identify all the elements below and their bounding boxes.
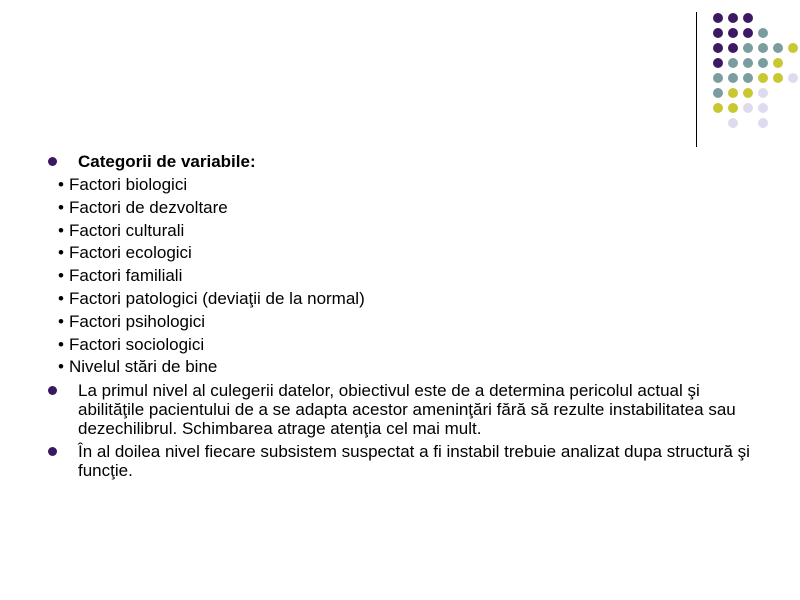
- list-marker: •: [58, 357, 64, 377]
- decorative-dot: [743, 13, 753, 23]
- list-item-text: Factori culturali: [69, 220, 185, 240]
- decorative-dot: [773, 58, 783, 68]
- decorative-dot: [773, 73, 783, 83]
- list-marker: •: [58, 220, 64, 240]
- list-marker: •: [58, 334, 64, 354]
- decorative-dot: [713, 28, 723, 38]
- bullet-first-level: [44, 381, 764, 438]
- decorative-dot: [758, 58, 768, 68]
- decorative-dot: [743, 88, 753, 98]
- list-item-text: Factori familiali: [69, 266, 183, 286]
- decorative-dot: [743, 28, 753, 38]
- decorative-dot: [728, 118, 738, 128]
- decorative-dot: [743, 103, 753, 113]
- bullet-dot-icon: [48, 447, 57, 456]
- decorative-dot: [788, 43, 798, 53]
- decorative-dot: [728, 13, 738, 23]
- decorative-dot: [758, 43, 768, 53]
- decorative-dot: [758, 118, 768, 128]
- decorative-dot: [758, 88, 768, 98]
- decorative-dot: [728, 58, 738, 68]
- decorative-dot: [713, 43, 723, 53]
- categories-heading: Categorii de variabile:: [78, 152, 256, 171]
- bullet-dot-icon: [48, 157, 57, 166]
- list-item-text: Factori ecologici: [69, 243, 192, 263]
- list-item: [44, 242, 764, 265]
- list-item-text: Factori sociologici: [69, 334, 205, 354]
- decorative-dot: [713, 103, 723, 113]
- list-item-text: Factori biologici: [69, 175, 188, 194]
- list-marker: •: [58, 197, 64, 217]
- decorative-dot: [773, 43, 783, 53]
- list-item: [44, 334, 764, 357]
- decorative-dot: [713, 88, 723, 98]
- list-item-text: Factori de dezvoltare: [69, 197, 228, 217]
- bullet-second-level: [44, 442, 764, 480]
- list-item: [44, 174, 764, 197]
- bullet-categories: [44, 152, 764, 171]
- decorative-dot-grid: [0, 0, 800, 140]
- decorative-dot: [758, 73, 768, 83]
- list-item: [44, 311, 764, 334]
- decorative-dot: [758, 103, 768, 113]
- second-level-paragraph: În al doilea nivel fiecare subsistem suspectat a fi instabil trebuie analizat dupa structură şi funcţie.: [78, 442, 750, 481]
- decorative-dot: [728, 28, 738, 38]
- list-item: [44, 288, 764, 311]
- decorative-dot: [743, 58, 753, 68]
- decorative-dot: [713, 58, 723, 68]
- list-item: [44, 265, 764, 288]
- decorative-dot: [743, 43, 753, 53]
- categories-list: [44, 174, 764, 379]
- list-marker: •: [58, 266, 64, 286]
- list-marker: •: [58, 175, 64, 194]
- list-marker: •: [58, 288, 64, 308]
- list-item-text: Factori psihologici: [69, 311, 206, 331]
- decorative-dot: [728, 73, 738, 83]
- decorative-dot: [713, 13, 723, 23]
- decorative-dot: [728, 88, 738, 98]
- list-marker: •: [58, 311, 64, 331]
- list-item: [44, 356, 764, 379]
- list-item-text: Nivelul stări de bine: [69, 357, 218, 377]
- list-item: [44, 220, 764, 243]
- list-marker: •: [58, 243, 64, 263]
- first-level-paragraph: La primul nivel al culegerii datelor, obiectivul este de a determina pericolul actual şi abilităţile pacientului de a se adapta acestor ameninţări fără să rezulte instabilitatea sau dezechilibrul. Schimbarea atrage atenţia cel mai mult.: [78, 381, 736, 439]
- decorative-dot: [713, 73, 723, 83]
- list-item: [44, 197, 764, 220]
- decorative-dot: [728, 43, 738, 53]
- decorative-dot: [728, 103, 738, 113]
- decorative-dot: [788, 73, 798, 83]
- bullet-dot-icon: [48, 386, 57, 395]
- decorative-dot: [758, 28, 768, 38]
- decorative-dot: [743, 73, 753, 83]
- decorative-vertical-line: [696, 12, 697, 147]
- list-item-text: Factori patologici (deviaţii de la normal): [69, 288, 365, 308]
- slide-content: [44, 152, 764, 484]
